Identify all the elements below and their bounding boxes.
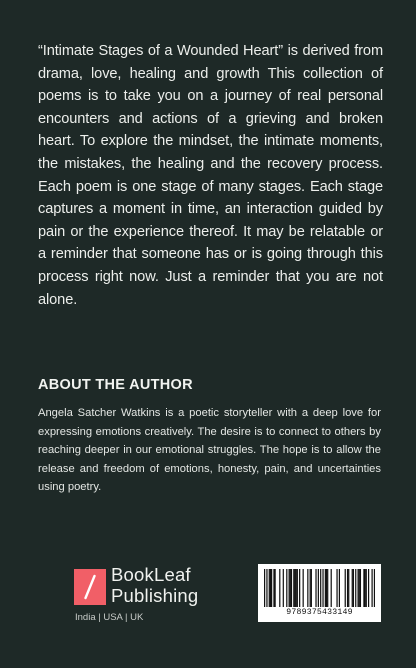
barcode-bar (293, 569, 294, 607)
barcode-bar (327, 569, 328, 607)
barcode-bar (355, 569, 356, 607)
isbn-barcode (258, 564, 381, 622)
barcode-bar (352, 569, 353, 607)
barcode-bar (357, 569, 358, 607)
publisher-name-line2: Publishing (111, 585, 199, 606)
barcode-bar (275, 569, 276, 607)
barcode-bar (371, 569, 372, 607)
barcode-bar (264, 569, 265, 607)
barcode-bar (325, 569, 326, 607)
barcode-bar (315, 569, 316, 607)
barcode-bar (296, 569, 297, 607)
barcode-bar (310, 569, 311, 607)
barcode-bar (360, 569, 361, 607)
barcode-bar (299, 569, 300, 607)
barcode-bar (320, 569, 321, 607)
barcode-bars (264, 569, 375, 607)
book-blurb: “Intimate Stages of a Wounded Heart” is derived from drama, love, healing and growth This collection of poems is to take you on a journey of real personal encounters and actions of a grieving and broken heart. To explore the mindset, the intimate moments, the mistakes, the healing and the recovery process. Each poem is one stage of many stages. Each stage captures a moment in time, an interaction guided by pain or the experience thereof. It may be relatable or a reminder that someone has or is going through this process right now. Just a reminder that you are not alone. (38, 43, 383, 308)
barcode-bar (345, 569, 346, 607)
barcode-bar (294, 569, 295, 607)
barcode-bar (297, 569, 298, 607)
barcode-bar (322, 569, 323, 607)
barcode-bar (339, 569, 340, 607)
barcode-bar (290, 569, 291, 607)
barcode-bar (283, 569, 284, 607)
barcode-bar (368, 569, 369, 607)
barcode-bar (336, 569, 337, 607)
barcode-bar (291, 569, 292, 607)
barcode-bar (311, 569, 312, 607)
barcode-bar (331, 569, 332, 607)
isbn-number: 9789375433149 (286, 608, 353, 617)
barcode-bar (326, 569, 327, 607)
publisher-logo (74, 569, 106, 605)
barcode-bar (289, 569, 290, 607)
barcode-bar (348, 569, 349, 607)
barcode-bar (353, 569, 354, 607)
publisher-regions: India | USA | UK (75, 612, 144, 623)
barcode-bar (374, 569, 375, 607)
barcode-bar (286, 569, 287, 607)
barcode-bar (318, 569, 319, 607)
barcode-bar (273, 569, 274, 607)
barcode-bar (359, 569, 360, 607)
publisher-name-line1: BookLeaf (111, 564, 191, 585)
barcode-bar (303, 569, 304, 607)
barcode-bar (271, 569, 272, 607)
about-author-heading: ABOUT THE AUTHOR (38, 377, 193, 393)
barcode-bar (266, 569, 267, 607)
author-bio: Angela Satcher Watkins is a poetic storyteller with a deep love for expressing emotions creatively. The desire is to connect to others by reaching deeper in our emotional struggles. The hope is to allow the release and freedom of emotions, honesty, pain, and uncertainties using poetry. (38, 407, 381, 494)
barcode-bar (364, 569, 365, 607)
barcode-bar (269, 569, 270, 607)
barcode-bar (366, 569, 367, 607)
slash-logo-icon (83, 574, 97, 600)
barcode-bar (307, 569, 308, 607)
barcode-bar (363, 569, 364, 607)
barcode-bar (347, 569, 348, 607)
barcode-bar (270, 569, 271, 607)
publisher-block (74, 564, 204, 629)
barcode-bar (279, 569, 280, 607)
